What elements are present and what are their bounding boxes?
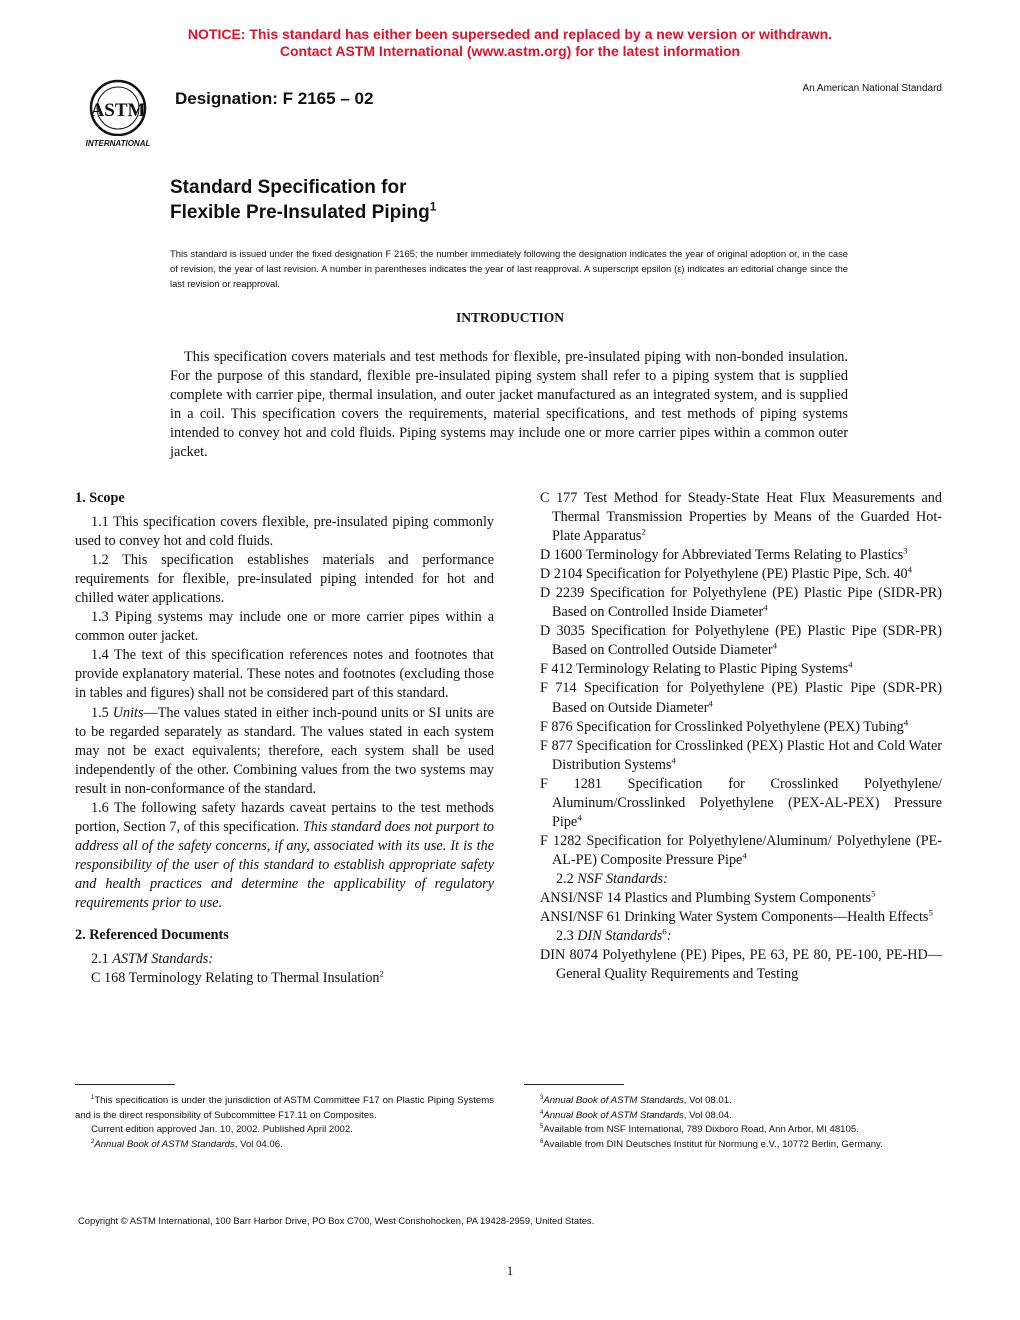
astm-logo-icon: [76, 78, 160, 150]
copyright-notice: Copyright © ASTM International, 100 Barr Harbor Drive, PO Box C700, West Conshohocken, PA 19428-2959, United States.: [78, 1215, 595, 1226]
title-footnote-ref[interactable]: 1: [429, 199, 437, 214]
introduction-text: This specification covers materials and test methods for flexible, pre-insulated piping with non-bonded insulation. For the purpose of this standard, flexible pre-insulated piping system shall refer to a piping system that is supplied complete with carrier pipe, thermal insulation, and outer jacket manufactured as an integrated system, and is supplied in a coil. This specification covers the requirements, material specifications, and test methods of piping systems intended to convey hot and cold fluids. Piping systems may include one or more carrier pipes within a common outer jacket.: [170, 349, 848, 460]
notice-line-1: NOTICE: This standard has either been superseded and replaced by a new version or withdrawn.: [187, 26, 833, 42]
para-1-1: 1.1 This specification covers flexible, pre-insulated piping commonly used to convey hot and cold fluids.: [75, 514, 494, 550]
section-1-heading: 1. Scope: [75, 490, 125, 506]
logo-subtext: INTERNATIONAL: [85, 139, 151, 148]
right-column: [540, 489, 942, 984]
ref-f877: F 877 Specification for Crosslinked (PEX) Plastic Hot and Cold Water Distribution Systems$^4$: [540, 737, 942, 773]
footnotes-right: [524, 1094, 942, 1152]
ref-f714: F 714 Specification for Polyethylene (PE) Plastic Pipe (SDR-PR) Based on Outside Diameter$^4$: [540, 680, 942, 716]
para-1-3: 1.3 Piping systems may include one or more carrier pipes within a common outer jacket.: [75, 609, 494, 645]
footnote-rule-left: [75, 1084, 175, 1085]
page-number: 1: [506, 1263, 514, 1278]
issuance-note: This standard is issued under the fixed designation F 2165; the number immediately following the designation indicates the year of original adoption or, in the case of revision, the year of last revision. A number in parentheses indicates the year of last reapproval. A superscript epsilon (ε) indicates an editorial change since the last revision or reapproval.: [170, 248, 848, 289]
para-1-4: 1.4 The text of this specification references notes and footnotes that provide explanatory material. These notes and footnotes (excluding those in tables and figures) shall not be considered part of this standard.: [75, 647, 494, 702]
ref-c168: C 168 Terminology Relating to Thermal Insulation$^2$: [91, 968, 384, 987]
footnote-4: $^4$Annual Book of ASTM Standards, Vol 08.04.: [540, 1109, 732, 1121]
footnote-1: $^1$This specification is under the jurisdiction of ASTM Committee F17 on Plastic Piping Systems and is the direct responsibility of Subcommittee F17.11 on Composites.: [75, 1094, 494, 1121]
footnote-rule-right: [524, 1084, 624, 1085]
ref-d1600: D 1600 Terminology for Abbreviated Terms Relating to Plastics$^3$: [540, 545, 908, 564]
ref-d2104: D 2104 Specification for Polyethylene (PE) Plastic Pipe, Sch. $40^4$: [540, 564, 913, 583]
introduction-heading: INTRODUCTION: [455, 310, 564, 325]
ref-f412: F 412 Terminology Relating to Plastic Piping Systems$^4$: [540, 659, 853, 678]
title-line-2: Flexible Pre-Insulated Piping$^1$: [170, 199, 437, 223]
ref-f1282: F 1282 Specification for Polyethylene/Aluminum/ Polyethylene (PE-AL-PE) Composite Pressure Pipe$^4$: [540, 832, 942, 868]
ref-d2239: D 2239 Specification for Polyethylene (PE) Plastic Pipe (SIDR-PR) Based on Controlled Inside Diameter$^4$: [540, 585, 942, 621]
footnote-1-approval: Current edition approved Jan. 10, 2002. Published April 2002.: [91, 1124, 353, 1136]
left-column: [75, 489, 494, 988]
footnote-3: $^3$Annual Book of ASTM Standards, Vol 08.01.: [540, 1094, 732, 1106]
footnotes-left: [75, 1094, 494, 1152]
document-title: [170, 175, 436, 225]
ref-f876: F 876 Specification for Crosslinked Polyethylene (PEX) Tubing$^4$: [540, 716, 909, 735]
para-2-1: 2.1 ASTM Standards:: [91, 951, 214, 968]
para-2-3: 2.3 DIN Standards$^6$:: [556, 926, 672, 945]
para-1-6: 1.6 The following safety hazards caveat pertains to the test methods portion, Section 7, of this specification. This standard does not purport to address all of the safety concerns, if any, associated with its use. It is the responsibility of the user of this standard to establish appropriate safety and health practices and determine the applicability of regulatory requirements prior to use.: [75, 799, 494, 911]
ref-f1281: F 1281 Specification for Crosslinked Polyethylene/ Aluminum/Crosslinked Polyethylene (PEX-AL-PEX) Pressure Pipe$^4$: [540, 775, 942, 830]
ref-nsf61: ANSI/NSF 61 Drinking Water System Components—Health Effects$^5$: [540, 907, 933, 926]
para-1-2: 1.2 This specification establishes materials and performance requirements for flexible, pre-insulated piping intended for hot and chilled water applications.: [75, 552, 494, 607]
footnote-5: $^5$Available from NSF International, 789 Dixboro Road, Ann Arbor, MI 48105.: [540, 1124, 859, 1136]
para-2-2: 2.2 NSF Standards:: [556, 870, 668, 887]
ref-d3035: D 3035 Specification for Polyethylene (PE) Plastic Pipe (SDR-PR) Based on Controlled Outside Diameter$^4$: [540, 623, 942, 659]
footnote-6: $^6$Available from DIN Deutsches Institut für Normung e.V., 10772 Berlin, Germany.: [540, 1138, 883, 1150]
section-2-heading: 2. Referenced Documents: [75, 927, 229, 944]
title-line-1: Standard Specification for: [170, 177, 407, 198]
supersession-notice: [0, 26, 1020, 60]
ref-nsf14: ANSI/NSF 14 Plastics and Plumbing System Components$^5$: [540, 888, 876, 906]
ref-din8074: DIN 8074 Polyethylene (PE) Pipes, PE 63, PE 80, PE-100, PE-HD—General Quality Requirements and Testing: [540, 947, 942, 983]
american-national-standard-label: An American National Standard: [802, 83, 942, 94]
notice-line-2: Contact ASTM International (www.astm.org) for the latest information: [279, 43, 741, 59]
designation: Designation: F 2165 – 02: [175, 89, 374, 108]
ref-c177: C 177 Test Method for Steady-State Heat Flux Measurements and Thermal Transmission Properties by Means of the Guarded Hot-Plate Apparatus$^2$: [540, 490, 942, 545]
para-1-5: 1.5 Units—The values stated in either inch-pound units or SI units are to be regarded separately as standard. The values stated in each system may not be exact equivalents; therefore, each system shall be used independently of the other. Combining values from the two systems may result in non-conformance of the standard.: [75, 704, 494, 797]
logo-text: ASTM: [90, 100, 146, 121]
footnote-2: $^2$Annual Book of ASTM Standards, Vol 04.06.: [91, 1138, 283, 1150]
